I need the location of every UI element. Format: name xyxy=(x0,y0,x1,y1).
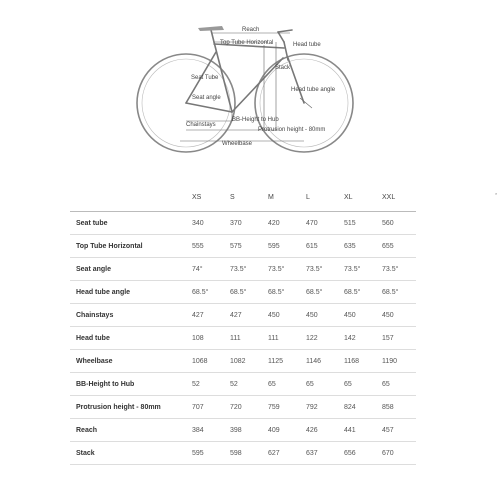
table-cell: 122 xyxy=(302,327,340,350)
label-reach: Reach xyxy=(242,27,260,33)
table-cell: 720 xyxy=(226,396,264,419)
table-cell: 74° xyxy=(188,258,226,281)
table-cell: 627 xyxy=(264,442,302,465)
size-header: XL xyxy=(340,183,378,212)
size-header: XS xyxy=(188,183,226,212)
label-seat-angle: Seat angle xyxy=(192,95,221,101)
table-cell: 670 xyxy=(378,442,416,465)
table-row xyxy=(70,350,416,373)
table-body xyxy=(70,212,416,465)
table-cell: 615 xyxy=(302,235,340,258)
table-row xyxy=(70,327,416,350)
table-cell: 426 xyxy=(302,419,340,442)
table-cell: 142 xyxy=(340,327,378,350)
table-cell: 515 xyxy=(340,212,378,235)
table-cell: 1168 xyxy=(340,350,378,373)
table-row xyxy=(70,281,416,304)
table-cell: 73.5° xyxy=(226,258,264,281)
label-seat-tube: Seat Tube xyxy=(191,75,219,81)
table-cell: 340 xyxy=(188,212,226,235)
row-label: Reach xyxy=(70,419,188,442)
bike-geometry-diagram xyxy=(0,0,500,160)
table-header-row xyxy=(70,183,416,212)
table-cell: 575 xyxy=(226,235,264,258)
label-top-tube: Top Tube Horizontal xyxy=(220,40,274,46)
size-header: S xyxy=(226,183,264,212)
table-row xyxy=(70,235,416,258)
table-row xyxy=(70,373,416,396)
table-cell: 65 xyxy=(378,373,416,396)
table-cell: 73.5° xyxy=(378,258,416,281)
row-label: Seat angle xyxy=(70,258,188,281)
table-cell: 65 xyxy=(340,373,378,396)
table-row xyxy=(70,396,416,419)
table-cell: 420 xyxy=(264,212,302,235)
table-cell: 1068 xyxy=(188,350,226,373)
table-cell: 858 xyxy=(378,396,416,419)
table-cell: 68.5° xyxy=(264,281,302,304)
label-head-tube: Head tube xyxy=(293,42,321,48)
table-cell: 65 xyxy=(264,373,302,396)
label-wheelbase: Wheelbase xyxy=(222,141,253,147)
geometry-table xyxy=(70,183,416,465)
table-row xyxy=(70,419,416,442)
table-cell: 560 xyxy=(378,212,416,235)
table-cell: 598 xyxy=(226,442,264,465)
table-cell: 759 xyxy=(264,396,302,419)
table-row xyxy=(70,442,416,465)
table-cell: 73.5° xyxy=(264,258,302,281)
table-cell: 108 xyxy=(188,327,226,350)
table-row xyxy=(70,304,416,327)
table-cell: 409 xyxy=(264,419,302,442)
table-cell: 656 xyxy=(340,442,378,465)
table-cell: 398 xyxy=(226,419,264,442)
table-cell: 441 xyxy=(340,419,378,442)
table-cell: 370 xyxy=(226,212,264,235)
label-stack: Stack xyxy=(275,65,291,71)
table-cell: 457 xyxy=(378,419,416,442)
table-cell: 792 xyxy=(302,396,340,419)
row-label: Head tube xyxy=(70,327,188,350)
table-cell: 111 xyxy=(264,327,302,350)
table-cell: 450 xyxy=(378,304,416,327)
table-cell: 450 xyxy=(340,304,378,327)
label-chainstays: Chainstays xyxy=(186,122,216,128)
table-cell: 427 xyxy=(226,304,264,327)
table-row xyxy=(70,258,416,281)
row-label: Seat tube xyxy=(70,212,188,235)
row-label: Protrusion height - 80mm xyxy=(70,396,188,419)
table-cell: 427 xyxy=(188,304,226,327)
row-label: Wheelbase xyxy=(70,350,188,373)
table-cell: 73.5° xyxy=(302,258,340,281)
table-cell: 1082 xyxy=(226,350,264,373)
table-cell: 1125 xyxy=(264,350,302,373)
table-cell: 68.5° xyxy=(378,281,416,304)
row-label: Head tube angle xyxy=(70,281,188,304)
table-cell: 595 xyxy=(188,442,226,465)
table-cell: 157 xyxy=(378,327,416,350)
label-head-tube-angle: Head tube angle xyxy=(291,87,336,93)
table-cell: 824 xyxy=(340,396,378,419)
table-cell: 637 xyxy=(302,442,340,465)
table-cell: 1146 xyxy=(302,350,340,373)
table-cell: 635 xyxy=(340,235,378,258)
table-cell: 450 xyxy=(302,304,340,327)
table-cell: 707 xyxy=(188,396,226,419)
table-cell: 450 xyxy=(264,304,302,327)
table-cell: 1190 xyxy=(378,350,416,373)
header-empty xyxy=(70,183,188,212)
size-header: L xyxy=(302,183,340,212)
table-cell: 470 xyxy=(302,212,340,235)
table-cell: 73.5° xyxy=(340,258,378,281)
table-cell: 384 xyxy=(188,419,226,442)
saddle xyxy=(198,26,224,31)
table-cell: 52 xyxy=(188,373,226,396)
table-cell: 655 xyxy=(378,235,416,258)
table-cell: 111 xyxy=(226,327,264,350)
table-cell: 68.5° xyxy=(340,281,378,304)
table-cell: 68.5° xyxy=(302,281,340,304)
table-row xyxy=(70,212,416,235)
table-cell: 595 xyxy=(264,235,302,258)
table-cell: 68.5° xyxy=(188,281,226,304)
size-header: M xyxy=(264,183,302,212)
side-mark: ¸ xyxy=(495,188,498,195)
table-cell: 65 xyxy=(302,373,340,396)
table-cell: 555 xyxy=(188,235,226,258)
table-cell: 52 xyxy=(226,373,264,396)
row-label: Top Tube Horizontal xyxy=(70,235,188,258)
label-bb-height: BB-Height to Hub xyxy=(232,117,279,123)
size-header: XXL xyxy=(378,183,416,212)
row-label: Stack xyxy=(70,442,188,465)
label-protrusion: Protrusion height - 80mm xyxy=(258,127,326,133)
row-label: BB-Height to Hub xyxy=(70,373,188,396)
row-label: Chainstays xyxy=(70,304,188,327)
table-cell: 68.5° xyxy=(226,281,264,304)
